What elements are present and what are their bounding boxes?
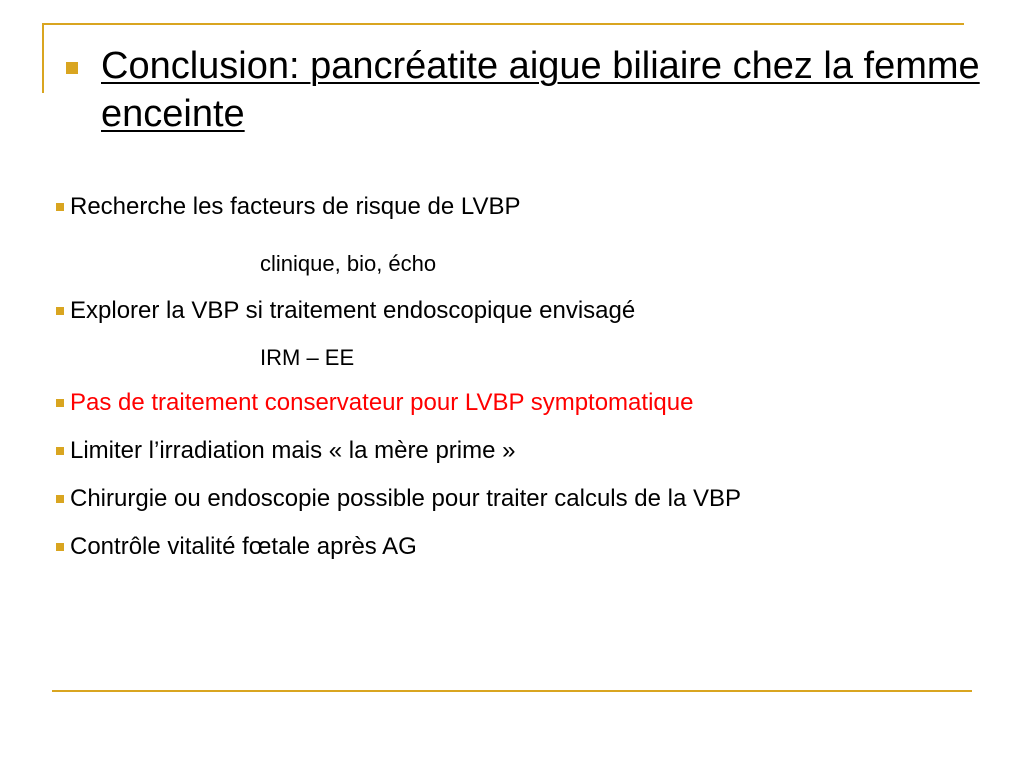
list-item-text: Pas de traitement conservateur pour LVBP symptomatique: [70, 389, 694, 416]
list-item-fetal-vitality: [56, 532, 417, 562]
slide-title: Conclusion: pancréatite aigue biliaire chez la femme enceinte: [101, 45, 980, 135]
list-item-text: Chirurgie ou endoscopie possible pour traiter calculs de la VBP: [70, 485, 742, 512]
list-item-limit-irradiation: [56, 436, 515, 466]
list-item-surgery-endoscopy: [56, 484, 741, 514]
square-bullet-icon: [56, 307, 64, 315]
list-item-text: Limiter l’irradiation mais « la mère prime »: [70, 437, 516, 464]
square-bullet-icon: [56, 203, 64, 211]
list-item-text: Recherche les facteurs de risque de LVBP: [70, 193, 521, 220]
sub-item-clinical-tests: clinique, bio, écho: [260, 251, 437, 276]
square-bullet-icon: [56, 399, 64, 407]
square-bullet-icon: [56, 543, 64, 551]
list-item-explore-vbp: [56, 296, 635, 326]
left-border-line: [42, 23, 44, 93]
square-bullet-icon: [56, 495, 64, 503]
bottom-border-line: [52, 690, 972, 692]
list-item-text: Explorer la VBP si traitement endoscopique envisagé: [70, 297, 636, 324]
list-item-text: Contrôle vitalité fœtale après AG: [70, 533, 417, 560]
square-bullet-icon: [56, 447, 64, 455]
list-item-no-conservative-treatment: [56, 388, 693, 418]
title-bullet-icon: [66, 62, 78, 74]
list-item-risk-factors: [56, 192, 520, 222]
sub-item-imaging: IRM – EE: [260, 345, 355, 370]
top-border-line: [42, 23, 964, 25]
